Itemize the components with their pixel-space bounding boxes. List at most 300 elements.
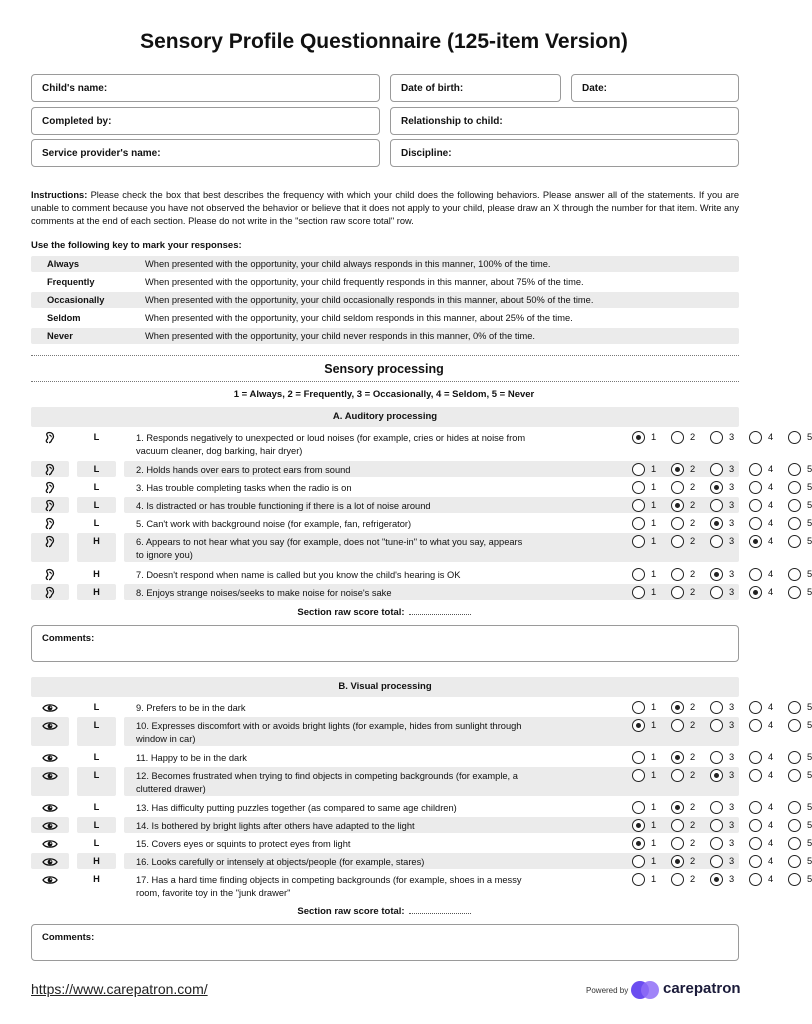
question-type: L [93, 838, 100, 848]
option-number: 5 [807, 536, 812, 546]
radio-button[interactable] [710, 481, 723, 494]
date-field[interactable] [571, 74, 739, 102]
icon-cell [31, 767, 69, 796]
radio-button[interactable] [671, 855, 684, 868]
radio-button[interactable] [788, 819, 801, 832]
question-row [31, 566, 812, 582]
question-type: L [93, 820, 100, 830]
question-cell [124, 699, 812, 715]
radio-button[interactable] [788, 719, 801, 732]
radio-button[interactable] [671, 769, 684, 782]
relationship-label: Relationship to child: [401, 116, 503, 127]
score-label: Section raw score total: [297, 906, 405, 917]
radio-button[interactable] [788, 701, 801, 714]
type-cell [77, 515, 116, 531]
page-title: Sensory Profile Questionnaire (125-item Version) [140, 30, 628, 53]
question-row [31, 871, 812, 900]
option-number: 5 [807, 464, 812, 474]
radio-button[interactable] [632, 819, 645, 832]
question-cell [124, 461, 812, 477]
ear-icon [42, 482, 58, 494]
scale-legend: 1 = Always, 2 = Frequently, 3 = Occasionally, 4 = Seldom, 5 = Never [233, 389, 535, 400]
childs-name-label: Child's name: [42, 83, 108, 94]
radio-button[interactable] [788, 568, 801, 581]
option-number: 5 [807, 770, 812, 780]
option-number: 3 [729, 752, 735, 762]
question-row [31, 853, 812, 869]
radio-button[interactable] [710, 517, 723, 530]
radio-button[interactable] [749, 517, 762, 530]
question-row [31, 749, 812, 765]
radio-button[interactable] [749, 481, 762, 494]
radio-button[interactable] [671, 499, 684, 512]
section-raw-score [0, 607, 768, 618]
question-row [31, 479, 812, 495]
radio-button[interactable] [632, 463, 645, 476]
option-number: 2 [690, 802, 696, 812]
type-cell [77, 871, 116, 900]
option-number: 2 [690, 838, 696, 848]
option-number: 2 [690, 720, 696, 730]
option-number: 4 [768, 820, 774, 830]
type-cell [77, 461, 116, 477]
instructions-text: Please check the box that best describes the frequency with which your child does the following behaviors. Please answer all of the statements. If you are unable to comment because you have not observed the behavior or believe that it does not apply to your child, please draw an X through the number for that item. Write any comments at the end of each section. Please do not write in the "section raw score total" row. [31, 190, 739, 226]
question-cell [124, 799, 812, 815]
option-number: 5 [807, 838, 812, 848]
radio-button[interactable] [671, 819, 684, 832]
childs-name-field[interactable] [31, 74, 380, 102]
relationship-field[interactable] [390, 107, 739, 135]
option-number: 3 [729, 569, 735, 579]
radio-button[interactable] [632, 801, 645, 814]
completed-by-field[interactable] [31, 107, 380, 135]
option-number: 4 [768, 770, 774, 780]
option-number: 1 [651, 569, 657, 579]
icon-cell [31, 429, 69, 458]
radio-button[interactable] [788, 431, 801, 444]
radio-button[interactable] [788, 517, 801, 530]
option-number: 4 [768, 500, 774, 510]
question-type: L [93, 482, 100, 492]
type-cell [77, 853, 116, 869]
option-number: 3 [729, 856, 735, 866]
option-number: 3 [729, 702, 735, 712]
radio-button[interactable] [788, 801, 801, 814]
key-term: Never [47, 331, 73, 341]
question-cell [124, 533, 812, 562]
option-number: 1 [651, 536, 657, 546]
key-description: When presented with the opportunity, your child frequently responds in this manner, about 75% of the time. [145, 277, 584, 287]
radio-button[interactable] [710, 499, 723, 512]
ear-icon [42, 536, 58, 548]
radio-button[interactable] [671, 701, 684, 714]
footer-url-link[interactable]: https://www.carepatron.com/ [31, 981, 208, 997]
question-type: H [93, 587, 100, 597]
type-cell [77, 584, 116, 600]
radio-button[interactable] [632, 837, 645, 850]
radio-button[interactable] [788, 586, 801, 599]
eye-icon [42, 720, 58, 732]
radio-button[interactable] [671, 517, 684, 530]
question-row [31, 817, 812, 833]
radio-button[interactable] [632, 517, 645, 530]
radio-button[interactable] [632, 719, 645, 732]
key-row [31, 328, 739, 344]
radio-button[interactable] [671, 873, 684, 886]
question-cell [124, 817, 812, 833]
option-number: 2 [690, 464, 696, 474]
option-number: 3 [729, 482, 735, 492]
key-description: When presented with the opportunity, your child occasionally responds in this manner, about 50% of the time. [145, 295, 594, 305]
radio-button[interactable] [749, 855, 762, 868]
option-number: 1 [651, 770, 657, 780]
date-of-birth-label: Date of birth: [401, 83, 464, 94]
radio-button[interactable] [710, 873, 723, 886]
icon-cell [31, 533, 69, 562]
ear-icon [42, 569, 58, 581]
option-number: 1 [651, 500, 657, 510]
option-number: 5 [807, 518, 812, 528]
type-cell [77, 767, 116, 796]
option-number: 2 [690, 770, 696, 780]
option-number: 4 [768, 720, 774, 730]
ear-icon [42, 464, 58, 476]
option-number: 4 [768, 838, 774, 848]
radio-button[interactable] [671, 535, 684, 548]
option-number: 4 [768, 482, 774, 492]
question-type: L [93, 500, 100, 510]
radio-button[interactable] [710, 463, 723, 476]
key-row [31, 310, 739, 326]
option-number: 5 [807, 752, 812, 762]
option-number: 2 [690, 518, 696, 528]
comments-box[interactable] [31, 924, 739, 961]
option-number: 4 [768, 432, 774, 442]
radio-button[interactable] [710, 431, 723, 444]
type-cell [77, 497, 116, 513]
key-term: Occasionally [47, 295, 105, 305]
question-text: 15. Covers eyes or squints to protect eyes from light [136, 839, 351, 849]
question-row [31, 497, 812, 513]
radio-button[interactable] [749, 801, 762, 814]
ear-icon [42, 432, 58, 444]
type-cell [77, 835, 116, 851]
option-number: 3 [729, 587, 735, 597]
question-type: L [93, 802, 100, 812]
question-type: H [93, 874, 100, 884]
radio-button[interactable] [632, 873, 645, 886]
service-provider-field[interactable] [31, 139, 380, 167]
option-number: 1 [651, 464, 657, 474]
question-cell [124, 767, 812, 796]
icon-cell [31, 749, 69, 765]
type-cell [77, 566, 116, 582]
key-row [31, 256, 739, 272]
option-number: 2 [690, 856, 696, 866]
score-input-line[interactable] [409, 913, 471, 914]
icon-cell [31, 461, 69, 477]
question-cell [124, 717, 812, 746]
divider [31, 355, 739, 356]
option-number: 4 [768, 518, 774, 528]
question-text: 14. Is bothered by bright lights after others have adapted to the light [136, 821, 415, 831]
option-number: 3 [729, 838, 735, 848]
type-cell [77, 699, 116, 715]
question-type: L [93, 720, 100, 730]
comments-label: Comments: [42, 932, 95, 943]
radio-button[interactable] [671, 751, 684, 764]
radio-button[interactable] [749, 719, 762, 732]
radio-button[interactable] [671, 719, 684, 732]
radio-button[interactable] [632, 855, 645, 868]
radio-button[interactable] [632, 769, 645, 782]
option-number: 1 [651, 752, 657, 762]
option-number: 1 [651, 432, 657, 442]
service-provider-label: Service provider's name: [42, 148, 161, 159]
question-type: L [93, 464, 100, 474]
radio-button[interactable] [749, 837, 762, 850]
option-number: 3 [729, 536, 735, 546]
eye-icon [42, 802, 58, 814]
option-number: 2 [690, 432, 696, 442]
radio-button[interactable] [632, 535, 645, 548]
question-type: H [93, 856, 100, 866]
divider [31, 381, 739, 382]
radio-button[interactable] [749, 751, 762, 764]
option-number: 1 [651, 838, 657, 848]
radio-button[interactable] [710, 801, 723, 814]
question-row [31, 799, 812, 815]
question-type: L [93, 702, 100, 712]
option-number: 4 [768, 464, 774, 474]
icon-cell [31, 479, 69, 495]
radio-button[interactable] [749, 568, 762, 581]
question-text: 9. Prefers to be in the dark [136, 703, 246, 713]
radio-button[interactable] [671, 463, 684, 476]
radio-button[interactable] [710, 837, 723, 850]
radio-button[interactable] [788, 837, 801, 850]
eye-icon [42, 856, 58, 868]
question-text: 6. Appears to not hear what you say (for example, does not "tune-in" to what you say, appears to ignore you) [136, 537, 523, 560]
radio-button[interactable] [749, 463, 762, 476]
option-number: 5 [807, 720, 812, 730]
radio-button[interactable] [788, 769, 801, 782]
radio-button[interactable] [788, 873, 801, 886]
option-number: 2 [690, 536, 696, 546]
ear-icon [42, 587, 58, 599]
option-number: 4 [768, 874, 774, 884]
option-number: 4 [768, 587, 774, 597]
radio-button[interactable] [749, 586, 762, 599]
question-text: 7. Doesn't respond when name is called but you know the child's hearing is OK [136, 570, 461, 580]
option-number: 1 [651, 482, 657, 492]
question-type: L [93, 432, 100, 442]
option-number: 1 [651, 702, 657, 712]
option-number: 2 [690, 482, 696, 492]
option-number: 4 [768, 569, 774, 579]
question-type: L [93, 770, 100, 780]
radio-button[interactable] [710, 701, 723, 714]
ear-icon [42, 500, 58, 512]
radio-button[interactable] [749, 535, 762, 548]
question-cell [124, 566, 812, 582]
option-number: 5 [807, 432, 812, 442]
option-number: 4 [768, 536, 774, 546]
option-number: 2 [690, 569, 696, 579]
comments-box[interactable] [31, 625, 739, 662]
radio-button[interactable] [632, 568, 645, 581]
option-number: 2 [690, 702, 696, 712]
question-text: 4. Is distracted or has trouble functioning if there is a lot of noise around [136, 501, 431, 511]
question-text: 17. Has a hard time finding objects in competing backgrounds (for example, shoes in a messy room, favorite toy in the "junk drawer" [136, 875, 522, 898]
radio-button[interactable] [788, 481, 801, 494]
type-cell [77, 717, 116, 746]
discipline-label: Discipline: [401, 148, 452, 159]
option-number: 3 [729, 500, 735, 510]
radio-button[interactable] [710, 586, 723, 599]
type-cell [77, 749, 116, 765]
question-cell [124, 749, 812, 765]
key-row [31, 274, 739, 290]
question-row [31, 461, 812, 477]
option-number: 3 [729, 802, 735, 812]
radio-button[interactable] [671, 801, 684, 814]
eye-icon [42, 770, 58, 782]
eye-icon [42, 838, 58, 850]
icon-cell [31, 566, 69, 582]
question-row [31, 767, 812, 796]
radio-button[interactable] [788, 463, 801, 476]
question-row [31, 584, 812, 600]
radio-button[interactable] [749, 873, 762, 886]
radio-button[interactable] [749, 819, 762, 832]
key-description: When presented with the opportunity, your child never responds in this manner, 0% of the time. [145, 331, 535, 341]
option-number: 2 [690, 874, 696, 884]
question-cell [124, 429, 812, 458]
section-raw-score [0, 906, 768, 917]
radio-button[interactable] [710, 769, 723, 782]
option-number: 1 [651, 587, 657, 597]
icon-cell [31, 515, 69, 531]
type-cell [77, 799, 116, 815]
radio-button[interactable] [710, 855, 723, 868]
option-number: 5 [807, 482, 812, 492]
icon-cell [31, 584, 69, 600]
key-description: When presented with the opportunity, your child seldom responds in this manner, about 25% of the time. [145, 313, 573, 323]
question-type: L [93, 752, 100, 762]
date-label: Date: [582, 83, 608, 94]
key-description: When presented with the opportunity, your child always responds in this manner, 100% of the time. [145, 259, 551, 269]
radio-button[interactable] [788, 535, 801, 548]
radio-button[interactable] [749, 769, 762, 782]
icon-cell [31, 853, 69, 869]
eye-icon [42, 874, 58, 886]
type-cell [77, 429, 116, 458]
radio-button[interactable] [632, 499, 645, 512]
key-term: Frequently [47, 277, 95, 287]
question-cell [124, 515, 812, 531]
question-cell [124, 479, 812, 495]
icon-cell [31, 799, 69, 815]
option-number: 2 [690, 820, 696, 830]
section-title: A. Auditory processing [31, 407, 739, 427]
radio-button[interactable] [788, 751, 801, 764]
discipline-field[interactable] [390, 139, 739, 167]
option-number: 2 [690, 752, 696, 762]
radio-button[interactable] [671, 431, 684, 444]
radio-button[interactable] [788, 855, 801, 868]
option-number: 2 [690, 500, 696, 510]
option-number: 5 [807, 802, 812, 812]
option-number: 1 [651, 518, 657, 528]
radio-button[interactable] [749, 701, 762, 714]
radio-button[interactable] [710, 568, 723, 581]
radio-button[interactable] [671, 586, 684, 599]
icon-cell [31, 817, 69, 833]
radio-button[interactable] [749, 431, 762, 444]
option-number: 5 [807, 856, 812, 866]
question-type: L [93, 518, 100, 528]
question-text: 11. Happy to be in the dark [136, 753, 247, 763]
powered-by-label: Powered by [586, 986, 629, 995]
icon-cell [31, 717, 69, 746]
instructions-label: Instructions: [31, 190, 88, 200]
radio-button[interactable] [671, 837, 684, 850]
icon-cell [31, 699, 69, 715]
question-text: 3. Has trouble completing tasks when the radio is on [136, 483, 352, 493]
question-cell [124, 871, 812, 900]
option-number: 4 [768, 856, 774, 866]
question-text: 5. Can't work with background noise (for example, fan, refrigerator) [136, 519, 412, 529]
question-row [31, 429, 812, 458]
radio-button[interactable] [710, 719, 723, 732]
radio-button[interactable] [632, 481, 645, 494]
question-cell [124, 853, 812, 869]
date-of-birth-field[interactable] [390, 74, 561, 102]
eye-icon [42, 702, 58, 714]
radio-button[interactable] [710, 751, 723, 764]
sensory-processing-title: Sensory processing [324, 362, 444, 376]
question-text: 2. Holds hands over ears to protect ears from sound [136, 465, 351, 475]
section-title: B. Visual processing [31, 677, 739, 697]
type-cell [77, 817, 116, 833]
question-row [31, 515, 812, 531]
ear-icon [42, 518, 58, 530]
question-row [31, 717, 812, 746]
icon-cell [31, 871, 69, 900]
option-number: 3 [729, 874, 735, 884]
radio-button[interactable] [788, 499, 801, 512]
type-cell [77, 479, 116, 495]
question-text: 10. Expresses discomfort with or avoids bright lights (for example, hides from sunlight through window in car) [136, 721, 522, 744]
option-number: 3 [729, 464, 735, 474]
option-number: 1 [651, 820, 657, 830]
radio-button[interactable] [671, 568, 684, 581]
comments-label: Comments: [42, 633, 95, 644]
radio-button[interactable] [749, 499, 762, 512]
radio-button[interactable] [671, 481, 684, 494]
radio-button[interactable] [710, 819, 723, 832]
score-input-line[interactable] [409, 614, 471, 615]
icon-cell [31, 497, 69, 513]
radio-button[interactable] [632, 431, 645, 444]
option-number: 1 [651, 802, 657, 812]
radio-button[interactable] [632, 701, 645, 714]
radio-button[interactable] [632, 586, 645, 599]
radio-button[interactable] [710, 535, 723, 548]
radio-button[interactable] [632, 751, 645, 764]
option-number: 3 [729, 770, 735, 780]
